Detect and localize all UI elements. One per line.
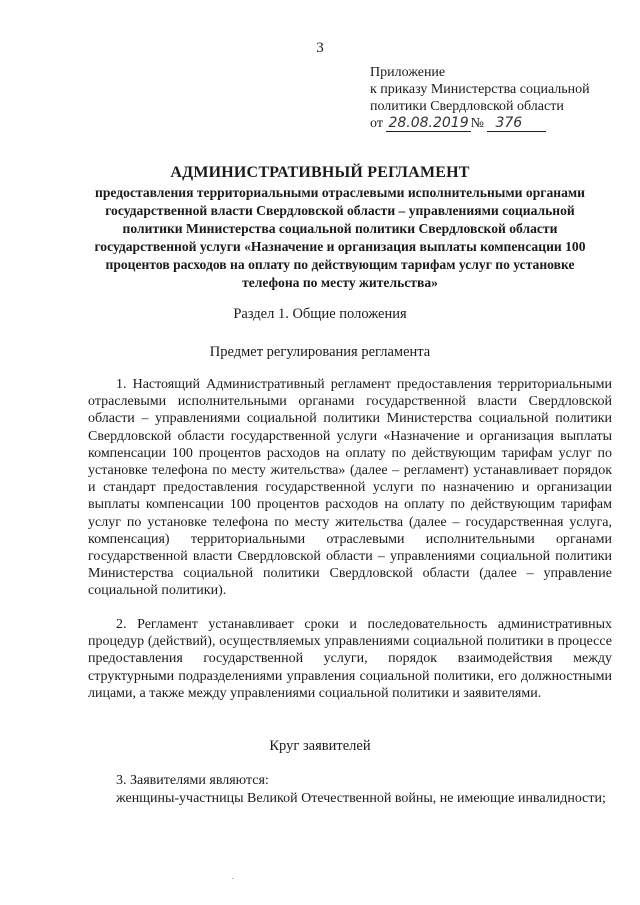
section-title: Раздел 1. Общие положения: [233, 306, 407, 322]
date-prefix: от: [370, 116, 383, 131]
document-title: АДМИНИСТРАТИВНЫЙ РЕГЛАМЕНТ: [170, 164, 470, 181]
paragraph-2: 2. Регламент устанавливает сроки и последовательность административных процедур (действий), осуществляемых управлениями социальной политики в процессе предоставления государственной услуги, порядок взаимодействия между структурными подразделениями управления социальной политики, его должностными лицами, а также между управлениями социальной политики и заявителями.: [88, 617, 612, 701]
paragraph-4: женщины-участницы Великой Отечественной войны, не имеющие инвалидности;: [116, 791, 606, 806]
appendix-line-1: Приложение: [370, 65, 446, 80]
appendix-block: [370, 64, 590, 132]
scan-mark: [232, 878, 234, 879]
handwritten-number-value: 376: [495, 115, 523, 131]
number-prefix: №: [470, 116, 484, 131]
paragraph-1: 1. Настоящий Административный регламент предоставления территориальными отраслевыми исполнительными органами государственной власти Свердловской области – управлениями социальной политики Министерства социальной политики Свердловской области государственной услуги «Назначение и организация выплаты компенсации 100 процентов расходов на оплату по действующим тарифам услуг по установке телефона по месту жительства» (далее – регламент) устанавливает порядок и стандарт предоставления государственной услуги по назначению и организации выплаты компенсации 100 процентов расходов на оплату по действующим тарифам услуг по установке телефона по месту жительства (далее – государственная услуга, компенсация) территориальными отраслевыми исполнительными органами государственной власти Свердловской области – управлениями социальной политики Министерства социальной политики Свердловской области (далее – управление социальной политики).: [88, 377, 612, 599]
appendix-date-line: [370, 115, 590, 132]
applicants-heading: Круг заявителей: [269, 738, 371, 754]
handwritten-number: [487, 115, 546, 132]
document-subtitle: предоставления территориальными отраслевыми исполнительными органами государственной власти Свердловской области – управлениями социальной политики Министерства социальной политики Свердловской области государственной услуги «Назначение и организация выплаты компенсации 100 процентов расходов на оплату по действующим тарифам услуг по установке телефона по месту жительства»: [94, 185, 586, 290]
paragraph-3: 3. Заявителями являются:: [116, 773, 269, 788]
appendix-line-2: к приказу Министерства социальной: [370, 82, 590, 97]
subject-heading: Предмет регулирования регламента: [209, 344, 431, 360]
page-number: 3: [316, 40, 324, 56]
appendix-line-3: политики Свердловской области: [370, 99, 564, 114]
handwritten-date: 28.08.2019: [388, 115, 469, 131]
